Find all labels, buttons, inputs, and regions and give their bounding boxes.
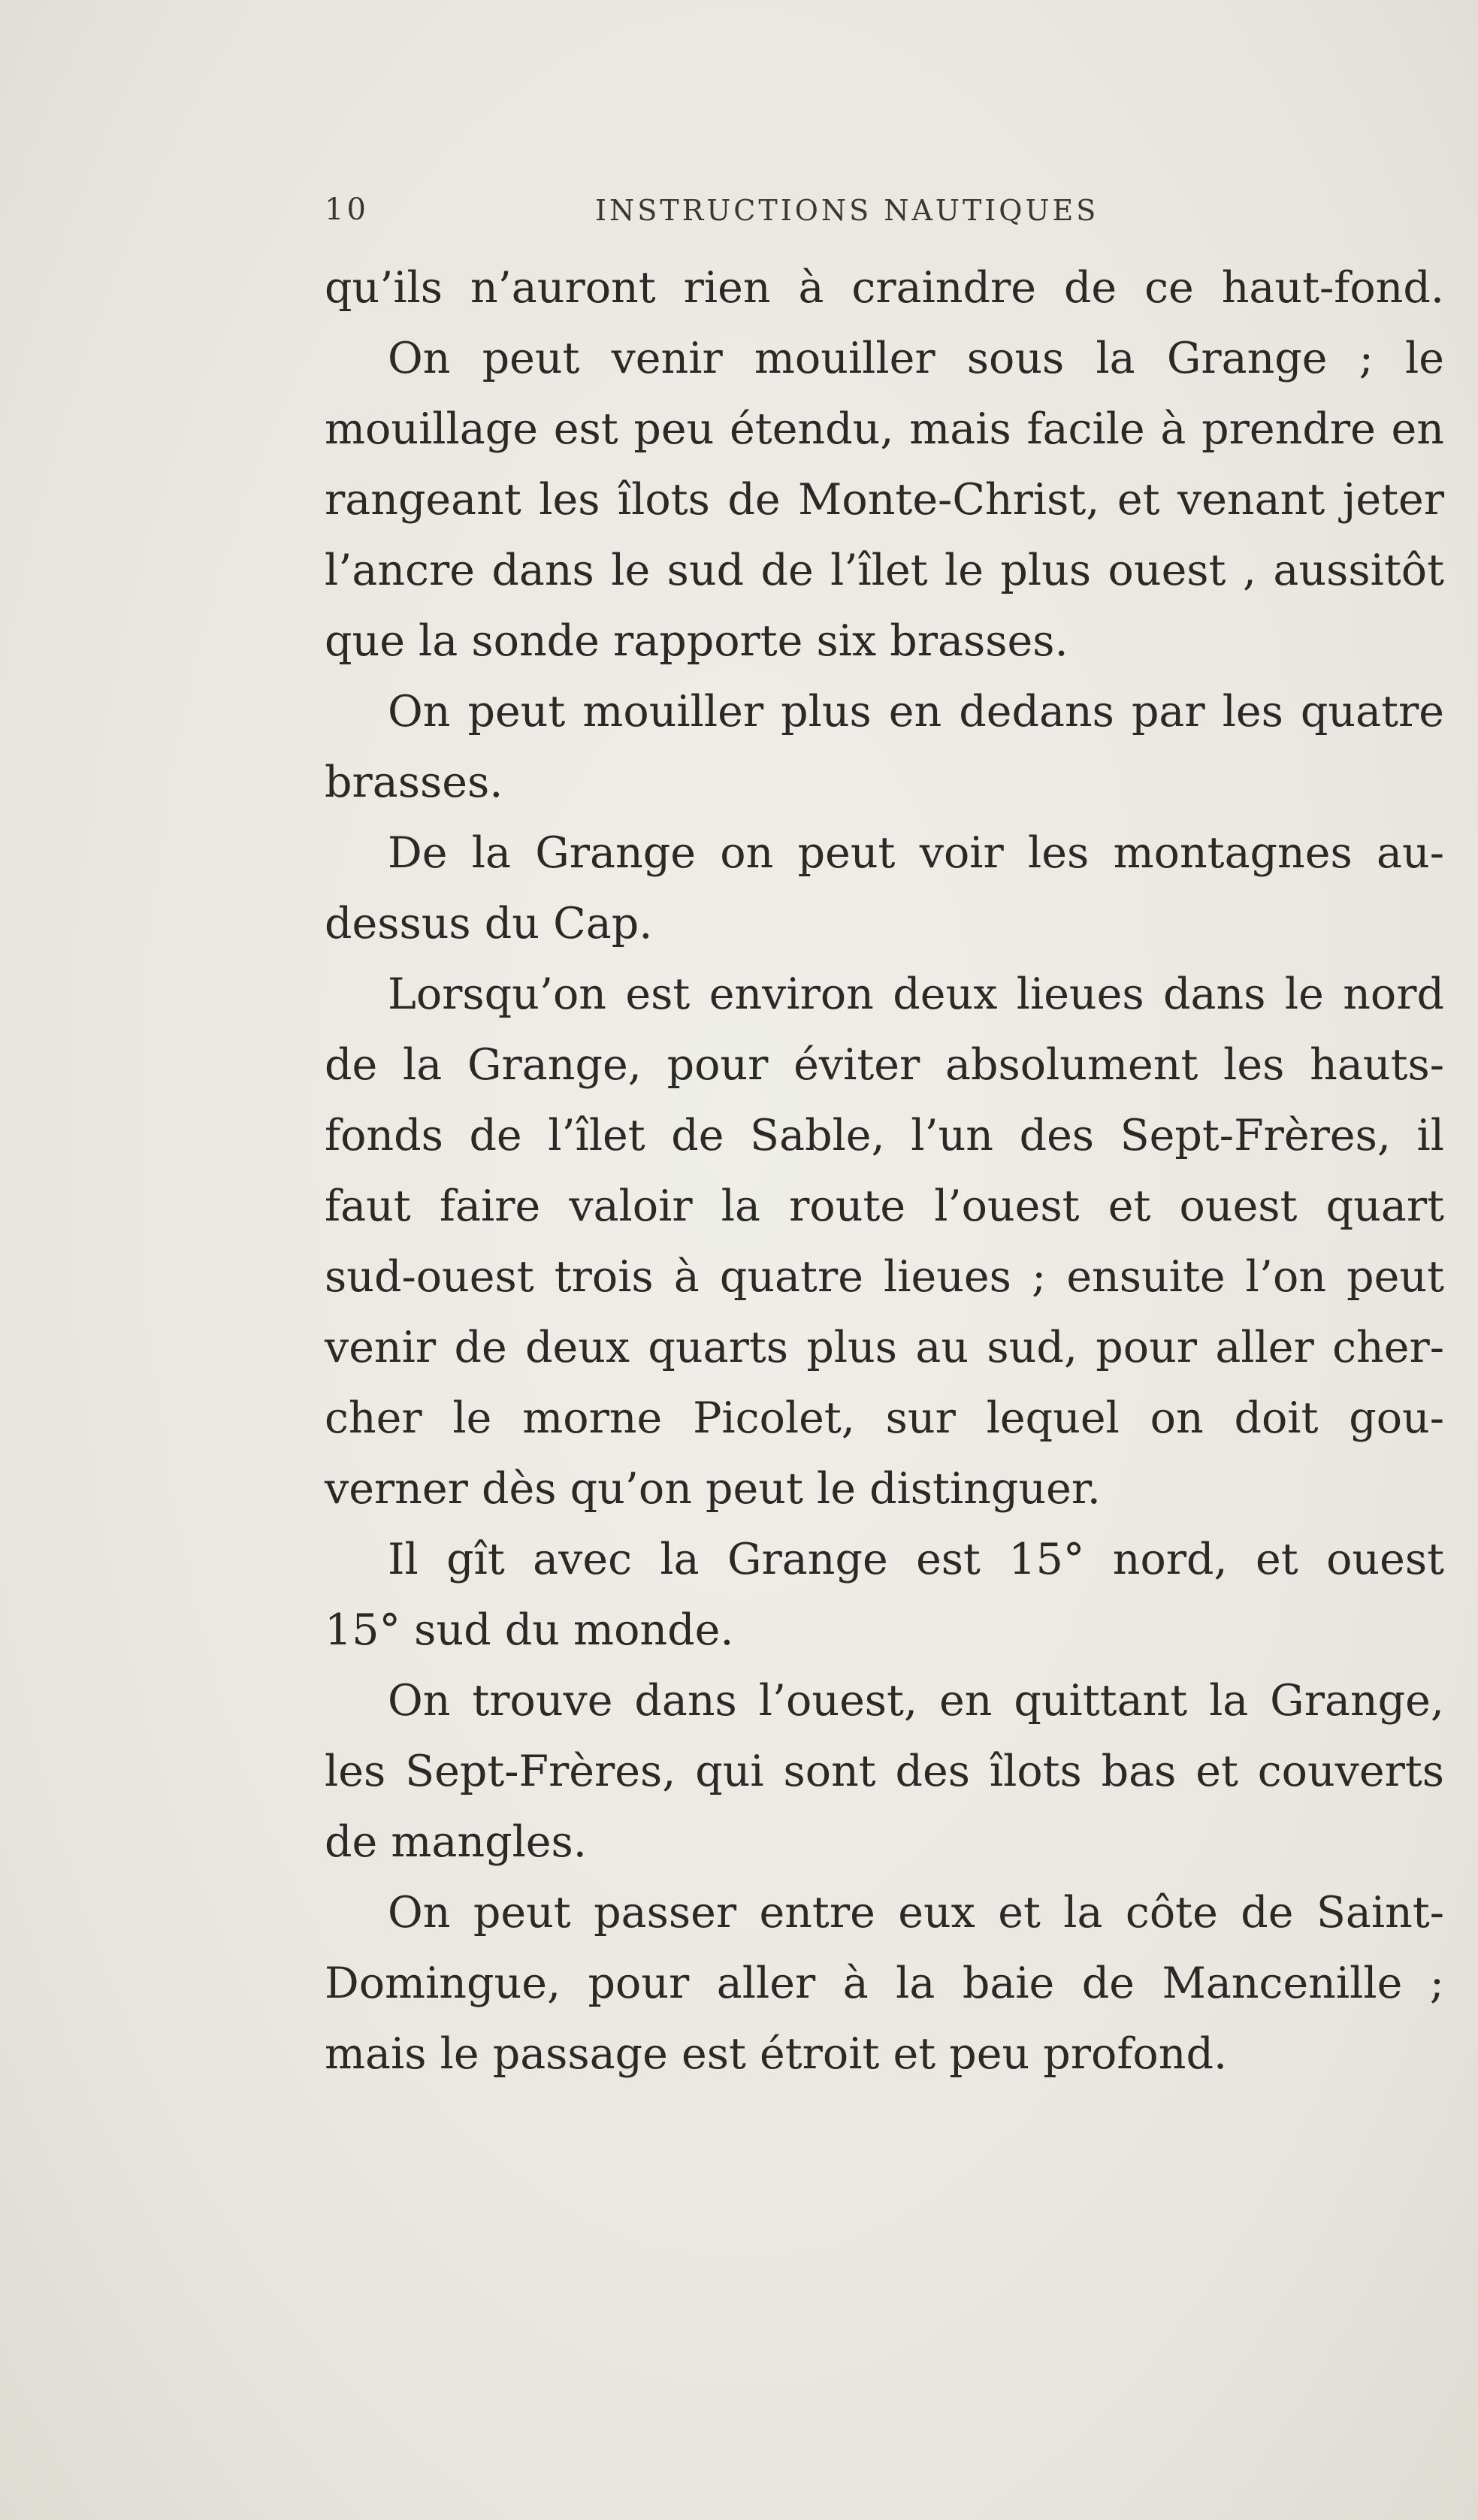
text-line: venir de deux quarts plus au sud, pour aller cher- — [325, 1323, 1444, 1372]
text-line: Lorsqu’on est environ deux lieues dans le nord — [388, 970, 1444, 1019]
text-line: On peut mouiller plus en dedans par les quatre — [388, 687, 1444, 737]
text-line: 15° sud du monde. — [325, 1605, 734, 1655]
text-line: dessus du Cap. — [325, 899, 653, 948]
text-line: On trouve dans l’ouest, en quittant la Grange, — [388, 1676, 1444, 1726]
text-line: faut faire valoir la route l’ouest et ouest quart — [325, 1181, 1444, 1231]
text-line: On peut venir mouiller sous la Grange ; le — [388, 334, 1444, 383]
running-title: INSTRUCTIONS NAUTIQUES — [595, 194, 1099, 227]
text-line: rangeant les îlots de Monte-Christ, et venant jeter — [325, 475, 1444, 525]
text-line: Domingue, pour aller à la baie de Mancenille ; — [325, 1959, 1444, 2008]
text-line: fonds de l’îlet de Sable, l’un des Sept-Frères, il — [325, 1111, 1444, 1160]
body-text — [325, 253, 1444, 2089]
text-line: de la Grange, pour éviter absolument les hauts- — [325, 1040, 1444, 1090]
page-number: 10 — [325, 192, 369, 227]
text-line: cher le morne Picolet, sur lequel on doit gou- — [325, 1393, 1444, 1443]
text-line: On peut passer entre eux et la côte de Saint- — [388, 1888, 1444, 1938]
text-line: brasses. — [325, 758, 503, 807]
text-line: les Sept-Frères, qui sont des îlots bas et couverts — [325, 1747, 1444, 1796]
text-line: verner dès qu’on peut le distinguer. — [325, 1464, 1101, 1514]
text-line: sud-ouest trois à quatre lieues ; ensuite l’on peut — [325, 1252, 1444, 1302]
text-line: mouillage est peu étendu, mais facile à prendre en — [325, 404, 1444, 454]
text-line: mais le passage est étroit et peu profond. — [325, 2029, 1228, 2079]
text-line: De la Grange on peut voir les montagnes au- — [388, 828, 1444, 878]
text-line: qu’ils n’auront rien à craindre de ce haut-fond. — [325, 263, 1444, 313]
text-line: que la sonde rapporte six brasses. — [325, 616, 1068, 666]
text-line: l’ancre dans le sud de l’îlet le plus ouest , aussitôt — [325, 546, 1444, 595]
text-line: de mangles. — [325, 1817, 587, 1867]
text-line: Il gît avec la Grange est 15° nord, et ouest — [388, 1535, 1444, 1584]
page-header — [325, 192, 1159, 237]
